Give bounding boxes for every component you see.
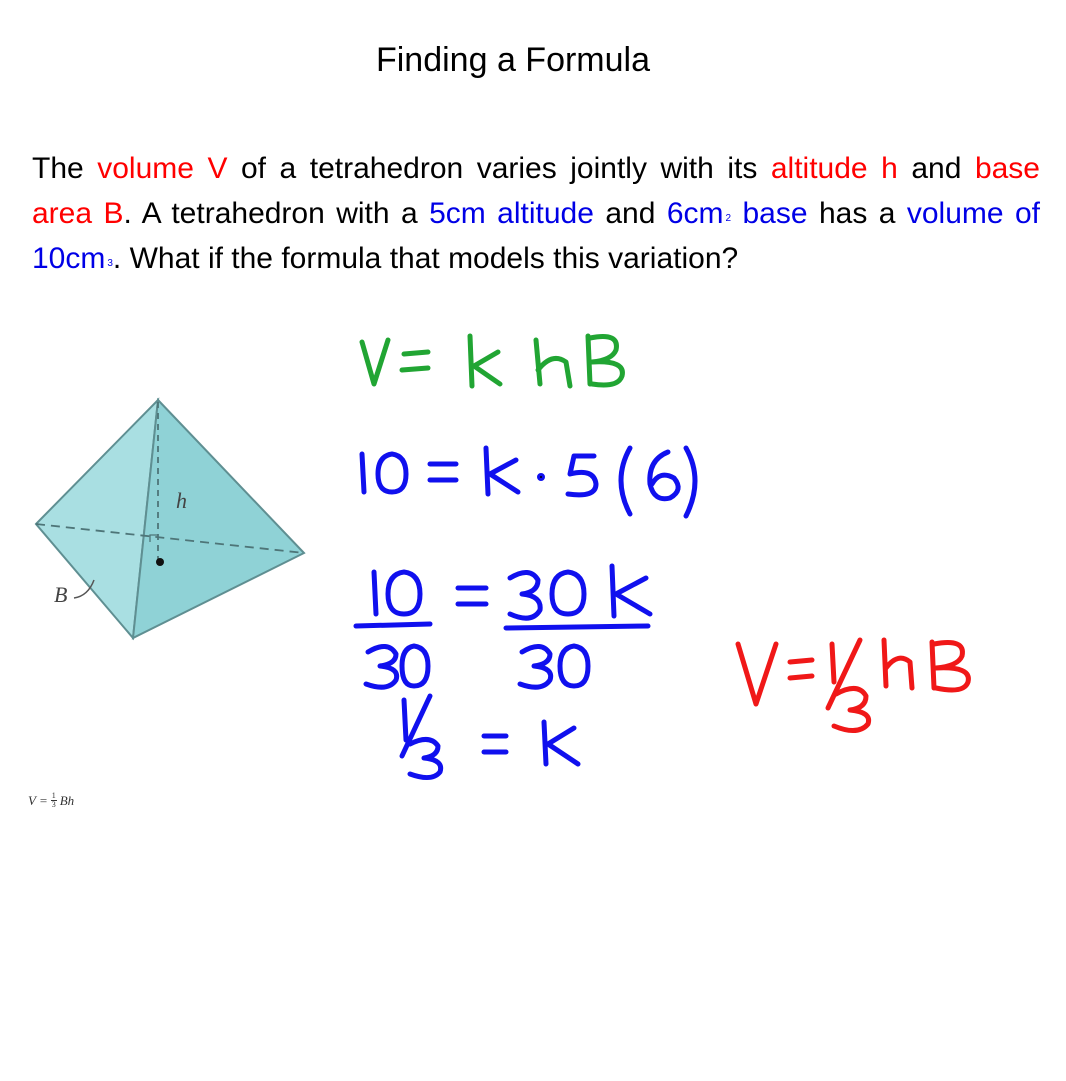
base-label: B [54,582,68,607]
volume-value: volume of 10cm $^3$ [32,197,1041,275]
altitude-label: h [176,488,187,513]
problem-text: The [32,152,98,185]
problem-text: and [593,197,667,230]
exponent: 2 [725,213,732,224]
tetrahedron-figure [28,390,318,650]
handwritten-answer [738,640,968,731]
volume-formula [28,792,74,809]
base-value: 6cm $^2$ base [666,197,808,230]
problem-text: . A tetrahedron with a [123,197,430,230]
formula-rhs: Bh [59,792,75,808]
problem-statement [32,146,1040,281]
altitude-term: altitude h [770,152,898,185]
slide-title: Finding a Formula [375,41,650,79]
volume-term: volume V [97,152,228,185]
problem-text: and [897,152,975,185]
formula-lhs: V = [28,792,48,808]
problem-text: has a [807,197,907,230]
handwritten-equation-2 [362,448,695,516]
problem-text: of a tetrahedron varies jointly with its [227,152,771,185]
handwritten-equation-4 [402,696,578,778]
exponent: 3 [107,258,113,269]
altitude-foot-dot [156,558,164,566]
problem-text: . What if the formula that models this variation? [112,242,739,275]
handwritten-equation-3 [356,566,650,687]
formula-fraction: $\frac{1}{3}$ [51,791,56,809]
altitude-value: 5cm altitude [429,197,594,230]
base-area-term: base area B [32,152,1040,230]
handwritten-equation-1 [362,336,622,386]
